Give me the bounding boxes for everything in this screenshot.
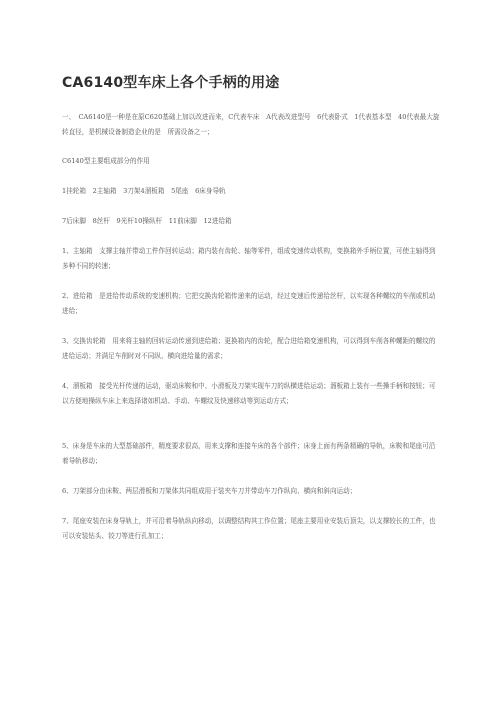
paragraph-components-heading [62, 154, 440, 169]
paragraph-text: 1挂轮箱 2主轴箱 3刀架4溜板箱 5尾座 6床身导轨 [62, 187, 226, 195]
document-title: CA6140型车床上各个手柄的用途 [62, 75, 280, 91]
paragraph-change-gear-box [62, 334, 440, 364]
paragraph-text: C6140型主要组成部分的作用 [62, 157, 150, 165]
paragraph-text: 4、溜板箱 接受光杆传递的运动，驱动床鞍和中、小滑板及刀架实现车刀的纵横进给运动；溜板箱上装有一些操手柄和按钮；可以方便地操纵车床上来选择诸如机动、手动、车螺纹及快速移动等到运动方式； [62, 382, 436, 405]
paragraph-intro [62, 110, 440, 140]
paragraph-text: 6、刀架部分由床鞍、两层滑板和刀架体共同组成用于装夹车刀并带动车刀作纵向、横向和斜向运动； [62, 487, 357, 495]
paragraph-text: 1、主轴箱 支撑主轴并带动工件作回转运动；箱内装有齿轮、轴等零件，组成变速传动机构，变换箱外手柄位置，可使主轴得到多种不同的转速； [62, 247, 436, 270]
paragraph-bed [62, 439, 440, 469]
paragraph-text: 7后床脚 8丝杆 9光杆10操纵杆 11前床脚 12进给箱 [62, 217, 232, 225]
paragraph-components-list-1 [62, 184, 440, 199]
paragraph-tailstock [62, 514, 440, 544]
paragraph-components-list-2 [62, 214, 440, 229]
paragraph-tool-post [62, 484, 440, 499]
paragraph-feed-box [62, 289, 440, 319]
paragraph-text: 7、尾座安装在床身导轨上，并可沿着导轨纵向移动，以调整结构其工作位置；尾座主要用业安装后顶尖，以支撑较长的工件，也可以安装钻头、铰刀等进行孔加工； [62, 517, 436, 540]
paragraph-text: 5、床身是车床的大型基础部件，精度要求很高，用来支撑和连接车床的各个部件；床身上面有两条精确的导轨，床鞍和尾座可沿着导轨移动； [62, 442, 436, 465]
paragraph-apron [62, 379, 440, 409]
paragraph-text: 一、 CA6140是一种是在原C620基础上加以改进而来，C代表车床 A代表改进型号 6代表卧式 1代表基本型 40代表最大旋转直径，是机械设备制造企业的是 所需设备之一； [62, 113, 440, 136]
paragraph-text: 2、进给箱 是进给传动系统的变速机构；它把交换齿轮箱传递来的运动，经过变速后传递给丝杆，以实现各种螺纹的车削或机动进给； [62, 292, 436, 315]
paragraph-headstock [62, 244, 440, 274]
paragraph-text: 3、交换齿轮箱 用来将主轴的回转运动传递到进给箱；更换箱内的齿轮，配合进给箱变速机构，可以得到车削各种螺距的螺纹的进给运动；并满足车削时对不同纵、横向进给量的需求； [62, 337, 436, 360]
